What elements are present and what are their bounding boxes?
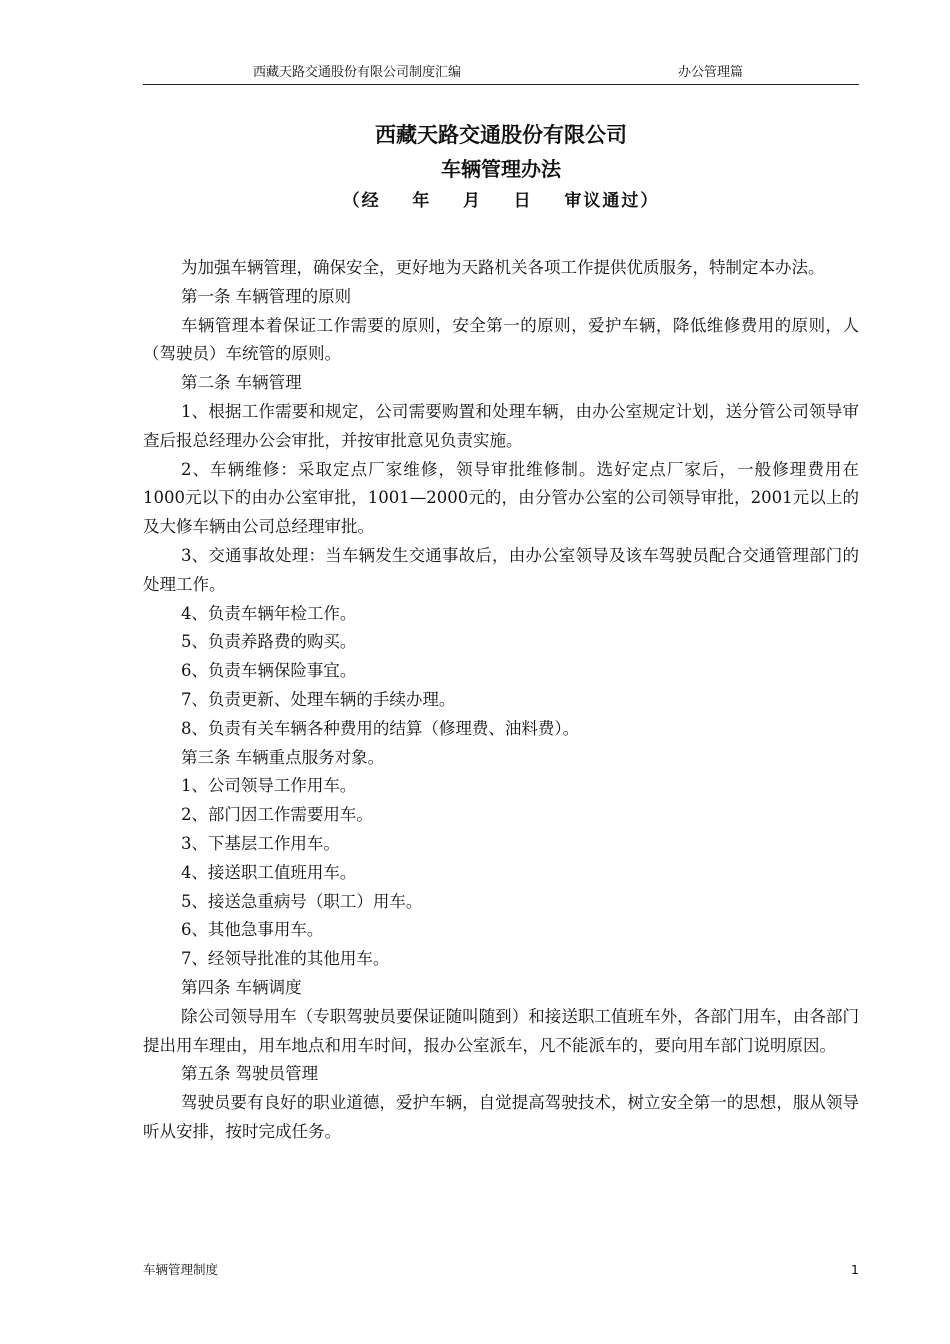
page-footer [143, 1260, 859, 1280]
list-item: 3、交通事故处理：当车辆发生交通事故后，由办公室领导及该车驾驶员配合交通管理部门的处理工作。 [143, 545, 859, 594]
list-item: 1、公司领导工作用车。 [180, 776, 357, 796]
list-item: 8、负责有关车辆各种费用的结算（修理费、油料费）。 [180, 718, 580, 738]
article-heading: 第三条 车辆重点服务对象。 [180, 747, 385, 767]
company-title: 西藏天路交通股份有限公司 [375, 123, 627, 147]
list-item: 6、负责车辆保险事宜。 [180, 661, 357, 681]
list-item: 4、接送职工值班用车。 [180, 862, 357, 882]
list-item: 1、根据工作需要和规定，公司需要购置和处理车辆，由办公室规定计划，送分管公司领导审查后报总经理办公会审批，并按审批意见负责实施。 [143, 401, 859, 450]
list-item: 7、负责更新、处理车辆的手续办理。 [180, 689, 456, 709]
list-item: 2、车辆维修：采取定点厂家维修，领导审批维修制。选好定点厂家后，一般修理费用在1000元以下的由办公室审批，1001—2000元的，由分管办公室的公司领导审批，2001元以上的及大修车辆由公司总经理审批。 [143, 459, 859, 537]
list-item: 6、其他急事用车。 [180, 920, 324, 940]
title-block [143, 118, 859, 216]
list-item: 4、负责车辆年检工作。 [180, 603, 357, 623]
article-heading: 第五条 驾驶员管理 [180, 1064, 319, 1084]
approval-line: （经 年 月 日 审议通过） [342, 191, 660, 211]
header-right-text: 办公管理篇 [678, 65, 744, 80]
page-number: 1 [851, 1262, 859, 1277]
article-heading: 第一条 车辆管理的原则 [180, 286, 352, 306]
article-heading: 第四条 车辆调度 [180, 977, 302, 997]
header-left-text: 西藏天路交通股份有限公司制度汇编 [253, 65, 462, 80]
footer-title: 车辆管理制度 [143, 1262, 219, 1277]
page-header [143, 62, 859, 85]
paragraph-intro: 为加强车辆管理，确保安全，更好地为天路机关各项工作提供优质服务，特制定本办法。 [180, 258, 825, 277]
list-item: 7、经领导批准的其他用车。 [180, 949, 390, 969]
paragraph: 除公司领导用车（专职驾驶员要保证随叫随到）和接送职工值班车外，各部门用车，由各部门提出用车理由，用车地点和用车时间，报办公室派车，凡不能派车的，要向用车部门说明原因。 [143, 1006, 859, 1055]
paragraph: 驾驶员要有良好的职业道德，爱护车辆，自觉提高驾驶技术，树立安全第一的思想，服从领导听从安排，按时完成任务。 [143, 1093, 859, 1141]
list-item: 3、下基层工作用车。 [180, 833, 340, 853]
list-item: 2、部门因工作需要用车。 [180, 805, 373, 825]
list-item: 5、负责养路费的购买。 [180, 632, 357, 652]
paragraph: 车辆管理本着保证工作需要的原则，安全第一的原则，爱护车辆，降低维修费用的原则，人（驾驶员）车统管的原则。 [143, 315, 859, 364]
document-body [143, 254, 859, 1147]
list-item: 5、接送急重病号（职工）用车。 [180, 891, 423, 911]
article-heading: 第二条 车辆管理 [180, 373, 302, 393]
document-title: 车辆管理办法 [441, 157, 561, 181]
